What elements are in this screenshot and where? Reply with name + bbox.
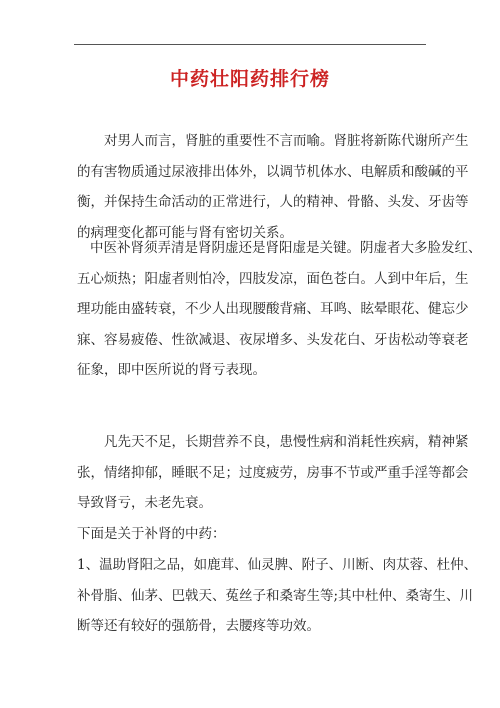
- paragraph-line: 衡，并保持生命活动的正常进行，人的精神、骨骼、头发、牙齿等: [77, 194, 469, 210]
- paragraph-line: 导致肾亏，未老先衰。: [77, 495, 212, 511]
- paragraph-line: 理功能由盛转衰，不少人出现腰酸背痛、耳鸣、眩晕眼花、健忘少: [77, 301, 469, 317]
- paragraph-intro-list: [77, 519, 437, 550]
- paragraph-line: 断等还有较好的强筋骨，去腰疼等功效。: [77, 618, 320, 634]
- paragraph-line: 凡先天不足，长期营养不良，患慢性病和消耗性疾病，精神紧: [104, 434, 469, 450]
- paragraph-line: 五心烦热；阳虚者则怕冷，四肢发凉，面色苍白。人到中年后，生: [77, 270, 469, 287]
- paragraph-line: 中医补肾须弄清是肾阴虚还是肾阳虚是关键。阴虚者大多脸发红、: [90, 240, 482, 256]
- paragraph-line: 征象，即中医所说的肾亏表现。: [77, 362, 266, 378]
- paragraph-line: 对男人而言，肾脏的重要性不言而喻。肾脏将新陈代谢所产生: [104, 133, 469, 149]
- paragraph-yin-yang-deficiency: [77, 233, 482, 386]
- paragraph-line: 下面是关于补肾的中药：: [77, 526, 226, 542]
- paragraph-line: 张，情绪抑郁，睡眠不足；过度疲劳，房事不节或严重手淫等都会: [77, 464, 469, 481]
- paragraph-causes: [77, 427, 469, 519]
- document-title: 中药壮阳药排行榜: [169, 68, 330, 90]
- paragraph-line: 的有害物质通过尿液排出体外，以调节机体水、电解质和酸碱的平: [77, 163, 469, 180]
- list-item-warming-herbs: [77, 550, 478, 642]
- paragraph-line: 的病理变化都可能与肾有密切关系。: [77, 224, 293, 241]
- paragraph-line: 补骨脂、仙茅、巴戟天、菟丝子和桑寄生等;其中杜仲、桑寄生、川: [77, 587, 474, 604]
- paragraph-kidney-importance: [77, 126, 469, 248]
- paragraph-line: 寐、容易疲倦、性欲减退、夜尿增多、头发花白、牙齿松动等衰老: [77, 331, 469, 348]
- header-rule: [74, 44, 426, 45]
- paragraph-line: 1、温助肾阳之品，如鹿茸、仙灵脾、附子、川断、肉苁蓉、杜仲、: [77, 557, 478, 573]
